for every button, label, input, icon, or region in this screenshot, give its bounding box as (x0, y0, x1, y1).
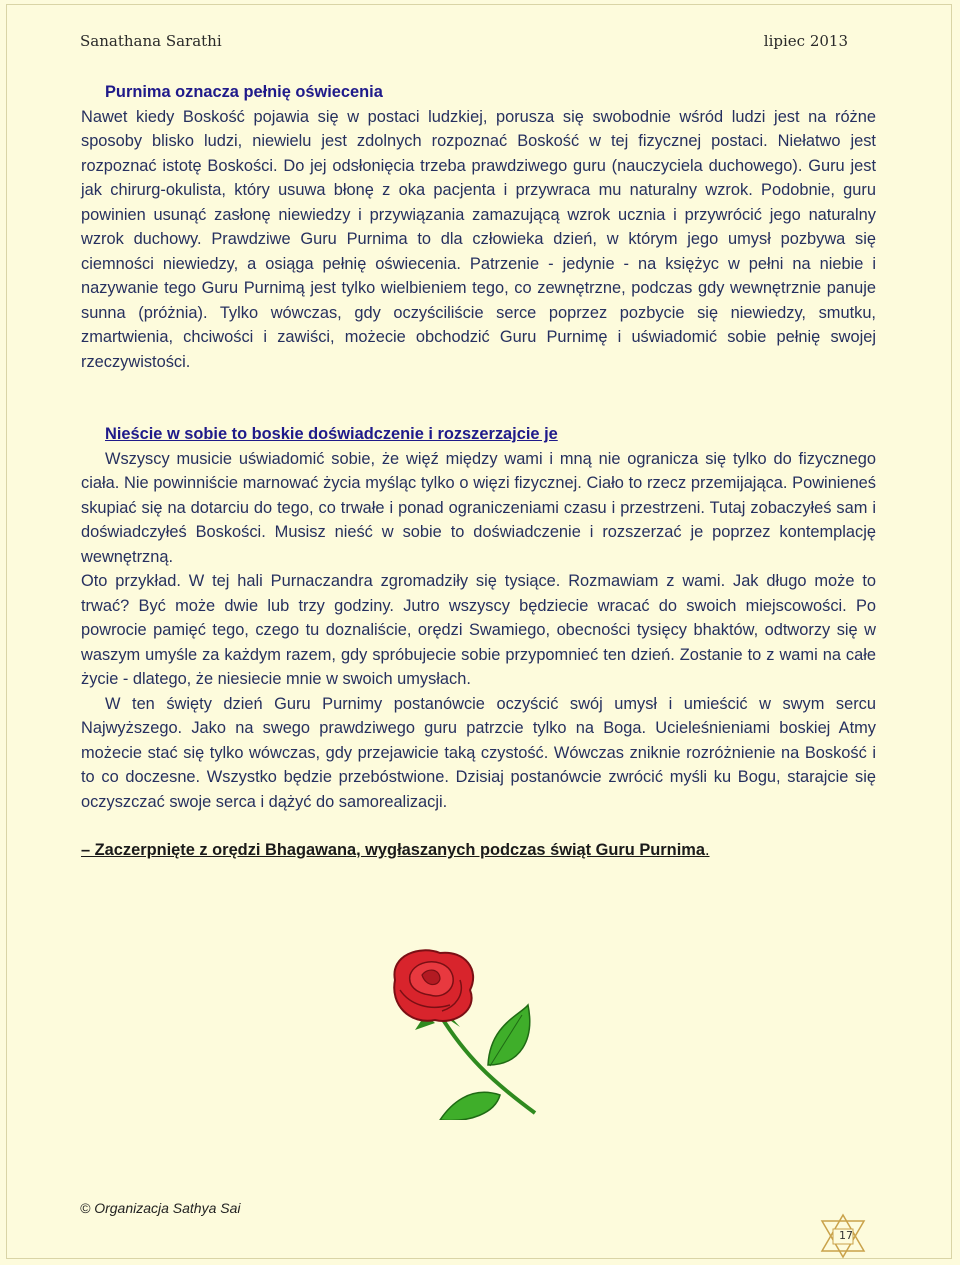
magazine-title: Sanathana Sarathi (80, 32, 222, 50)
paragraph-experience-3: W ten święty dzień Guru Purnimy postanówcie oczyścić swój umysł i umieścić w swym sercu Najwyższego. Jako na swego prawdziwego guru patrzcie tylko na Boga. Ucieleśnieniami boskiej Atmy możecie stać się tylko wówczas, gdy przejawicie taką czystość. Wówczas zniknie rozróżnienie na Boskość i to co doczesne. Wszystko będzie przebóstwione. Dzisiaj postanówcie zwrócić myśli ku Bogu, starajcie się oczyszczać swoje serca i dążyć do samorealizacji. (81, 694, 876, 811)
copyright-notice: © Organizacja Sathya Sai (80, 1200, 241, 1216)
article-body (81, 80, 876, 863)
section-heading-purnima: Purnima oznacza pełnię oświecenia (105, 83, 383, 101)
issue-date: lipiec 2013 (763, 32, 848, 50)
attribution-text: – Zaczerpnięte z orędzi Bhagawana, wygłaszanych podczas świąt Guru Purnima (81, 841, 705, 859)
attribution-period: . (704, 841, 710, 859)
section-heading-experience: Nieście w sobie to boskie doświadczenie i rozszerzajcie je (105, 425, 558, 443)
spacer (81, 814, 876, 838)
page-header (80, 32, 848, 58)
paragraph-purnima: Nawet kiedy Boskość pojawia się w postaci ludzkiej, porusza się swobodnie wśród ludzi jest na różne sposoby blisko ludzi, niewielu jest zdolnych rozpoznać Boskość w tej fizycznej postaci. Niełatwo jest rozpoznać istotę Boskości. Do jej odsłonięcia trzeba prawdziwego guru (nauczyciela duchowego). Guru jest jak chirurg-okulista, który usuwa błonę z oka pacjenta i przywraca mu naturalny wzrok. Podobnie, guru powinien usunąć zasłonę niewiedzy i przywiązania zamazującą wzrok ucznia i przywrócić jego naturalny wzrok duchowy. Prawdziwe Guru Purnima to dla człowieka dzień, w którym jego umysł pozbywa się ciemności niewiedzy, a osiąga pełnię oświecenia. Patrzenie - jedynie - na księżyc w pełni na niebie i nazywanie tego Guru Purnimą jest tylko wielbieniem tego, co zewnętrzne, podczas gdy wewnętrznie panuje sunna (próżnia). Tylko wówczas, gdy oczyściliście serce poprzez pozbycie się niewiedzy, smutku, zmartwienia, chciwości i zawiści, możecie obchodzić Guru Purnimę i uświadomić sobie pełnię swojej rzeczywistości. (81, 107, 876, 371)
paragraph-experience-1: Wszyscy musicie uświadomić sobie, że więź między wami i mną nie ogranicza się tylko do fizycznego ciała. Nie powinniście marnować życia myśląc tylko o więzi fizycznej. Ciało to rzecz przemijająca. Powinieneś skupiać się na dotarciu do tego, co trwałe i ponad ograniczeniami czasu i przestrzeni. Tutaj zobaczyłeś sam i doświadczyłeś Boskości. Musisz nieść w sobie to doświadczenie i rozszerzać je poprzez kontemplację wewnętrzną. (81, 449, 876, 566)
page-number: 17 (839, 1229, 853, 1242)
spacer (81, 374, 876, 398)
paragraph-experience-2: Oto przykład. W tej hali Purnaczandra zgromadziły się tysiące. Rozmawiam z wami. Jak długo może to trwać? Być może dwie lub trzy godziny. Jutro wszyscy będziecie wracać do swoich miejscowości. Po powrocie pamięć tego, czego tu doznaliście, orędzi Swamiego, obecności tysięcy bhaktów, odtworzy się w waszym umyśle za każdym razem, gdy spróbujecie sobie przypomnieć ten dzień. Zostanie to z wami na całe życie - dlatego, że niesiecie mnie w swoich umysłach. (81, 572, 876, 688)
spacer (81, 398, 876, 422)
rose-illustration (370, 945, 580, 1120)
attribution (81, 838, 876, 863)
